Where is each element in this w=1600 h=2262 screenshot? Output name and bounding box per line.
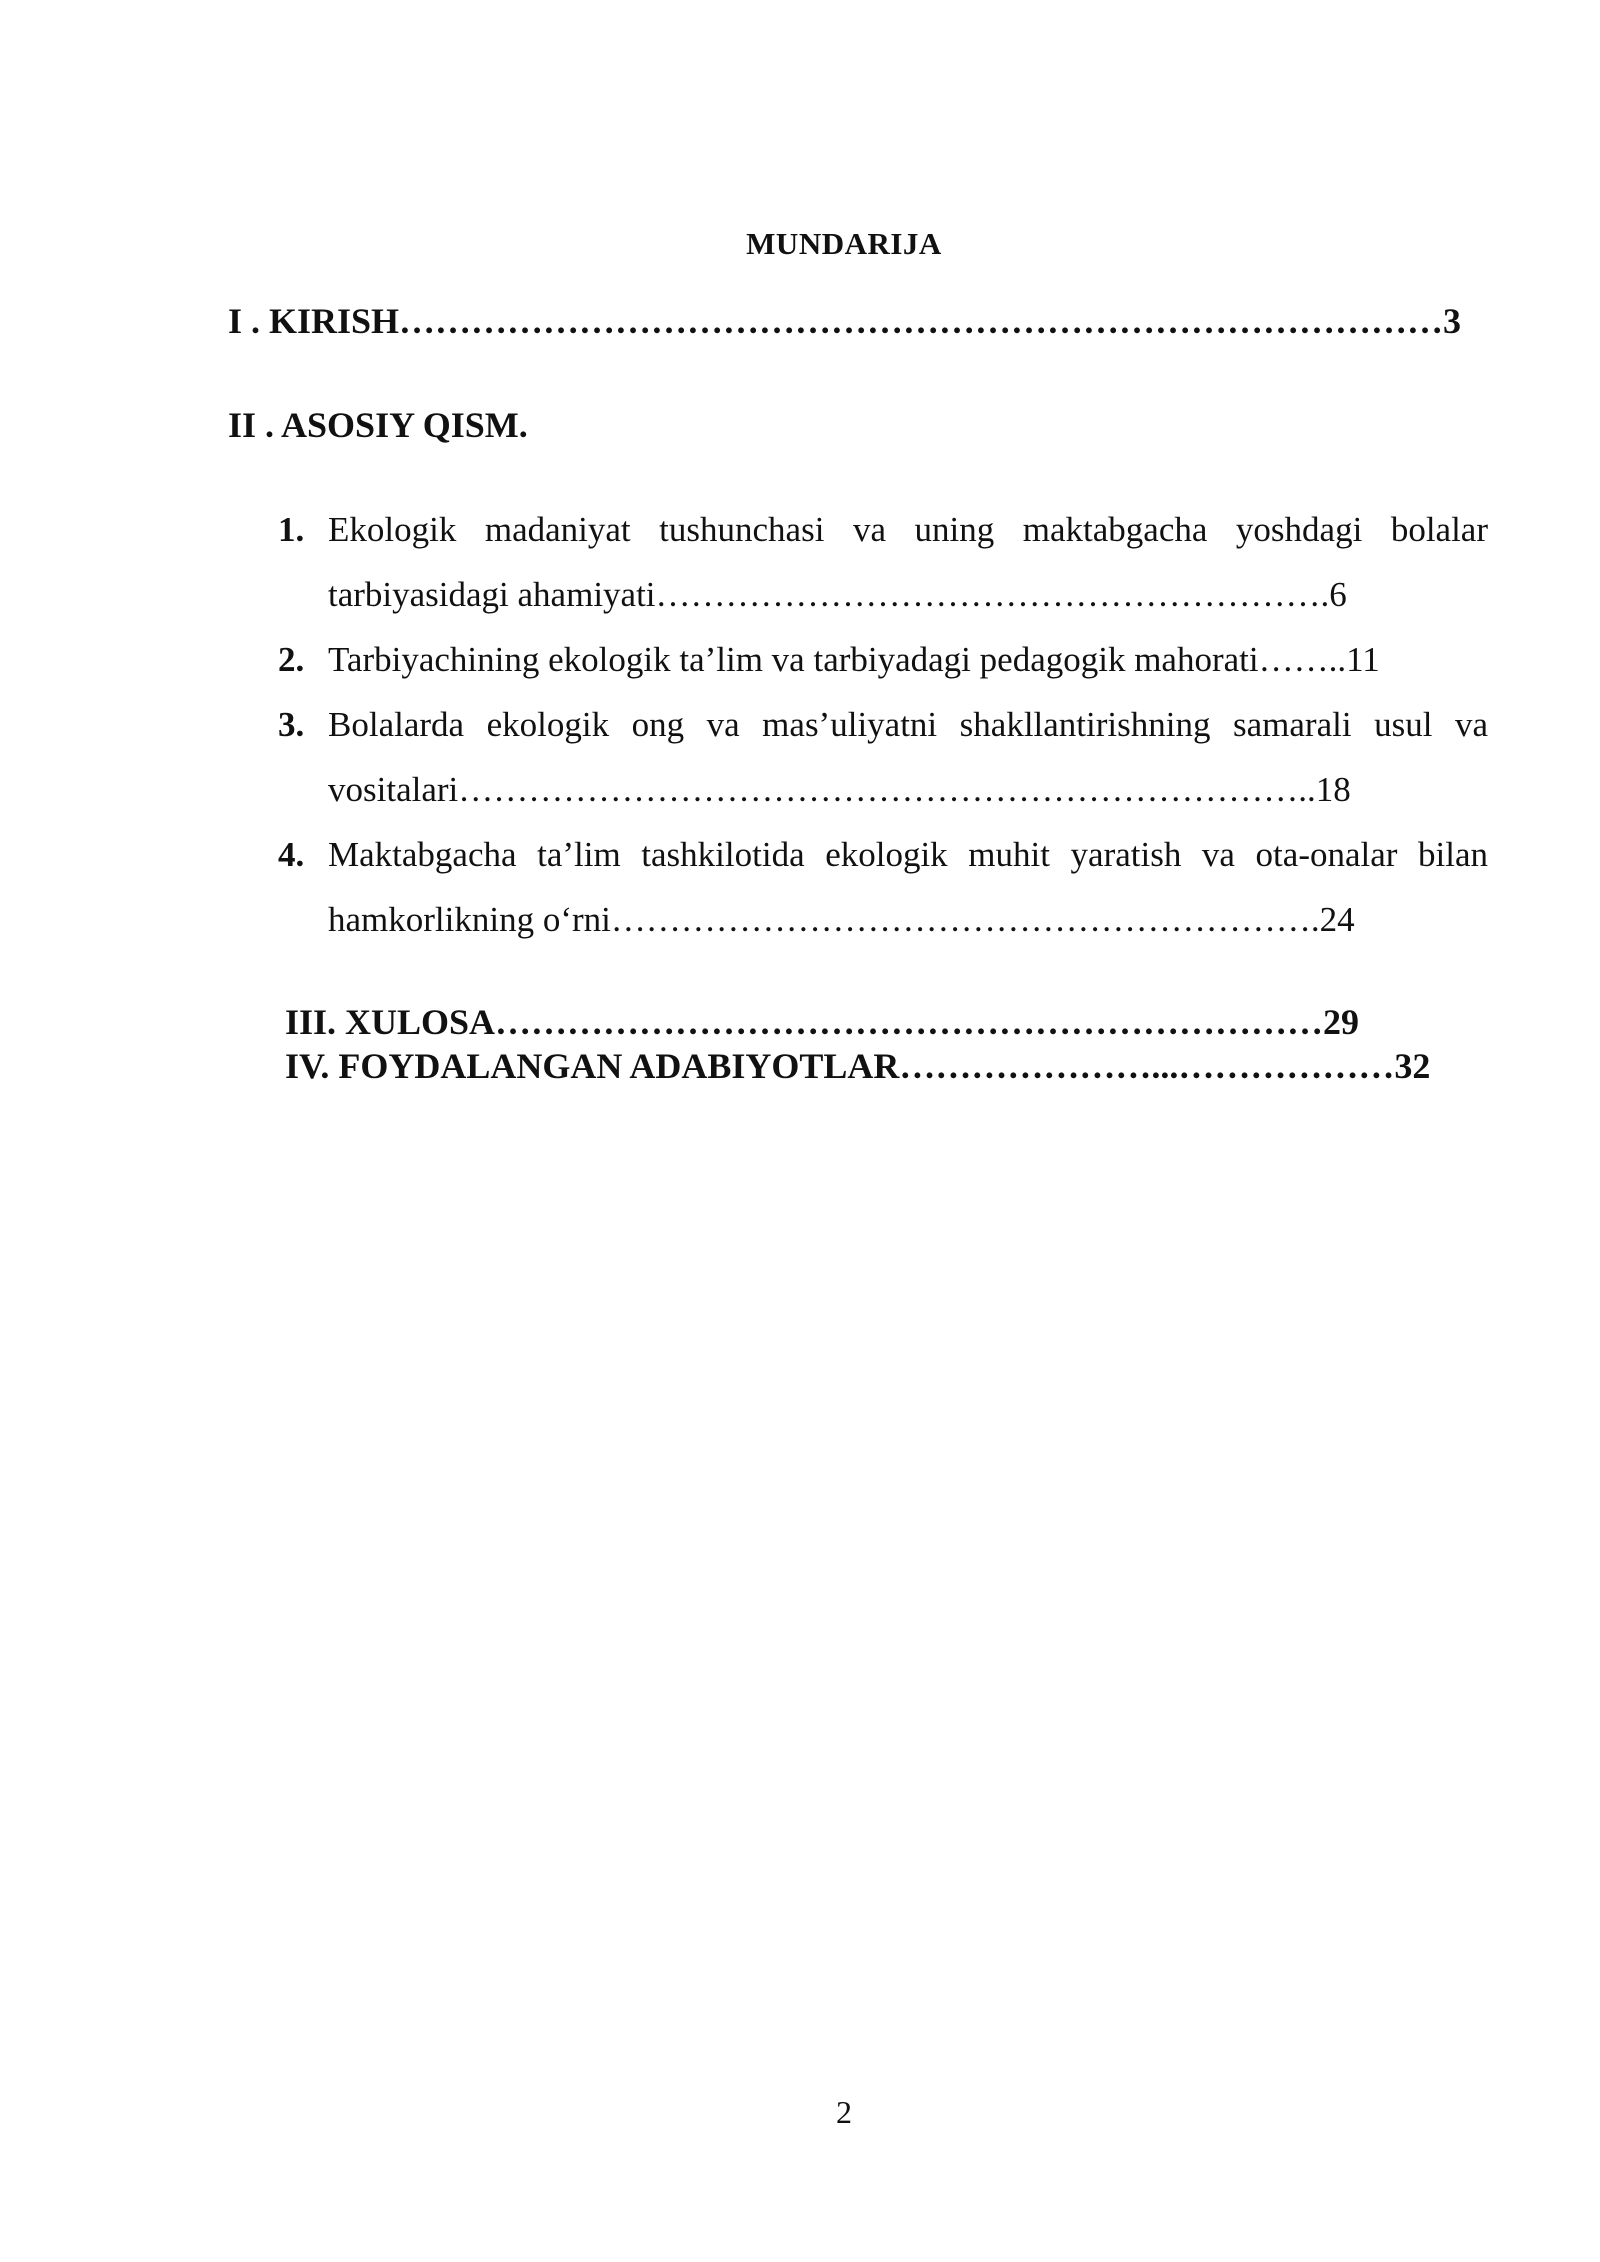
section-number: 3. — [278, 705, 305, 744]
toc-section-2 — [278, 627, 1488, 692]
section-text: Bolalarda ekologik ong va mas’uliyatni shakllantirishning samarali usul va vositalari………………………………………………………………..18 — [328, 705, 1488, 809]
toc-entry-main-part: II . ASOSIY QISM. — [228, 405, 528, 445]
section-number: 1. — [278, 510, 305, 549]
section-number: 4. — [278, 835, 305, 874]
toc-section-1 — [278, 497, 1488, 627]
toc-entry-references: IV. FOYDALANGAN ADABIYOTLAR…………………...………………32 — [285, 1046, 1431, 1086]
toc-entry-intro: I . KIRISH……………………………………………………………………………3 — [228, 301, 1462, 341]
page-title: MUNDARIJA — [746, 226, 942, 261]
toc-section-3 — [278, 692, 1488, 822]
section-text: Ekologik madaniyat tushunchasi va uning maktabgacha yoshdagi bolalar tarbiyasidagi ahamiyati………………………………………………….6 — [328, 510, 1488, 614]
section-number: 2. — [278, 640, 305, 679]
page-number: 2 — [836, 2094, 852, 2130]
toc-entry-conclusion: III. XULOSA……………………………………………………………29 — [285, 1002, 1360, 1042]
section-text: Maktabgacha ta’lim tashkilotida ekologik muhit yaratish va ota-onalar bilan hamkorlikning o‘rni…………………………………………………….24 — [328, 835, 1488, 939]
section-text: Tarbiyachining ekologik ta’lim va tarbiyadagi pedagogik mahorati……..11 — [328, 640, 1380, 679]
toc-section-4 — [278, 822, 1488, 952]
